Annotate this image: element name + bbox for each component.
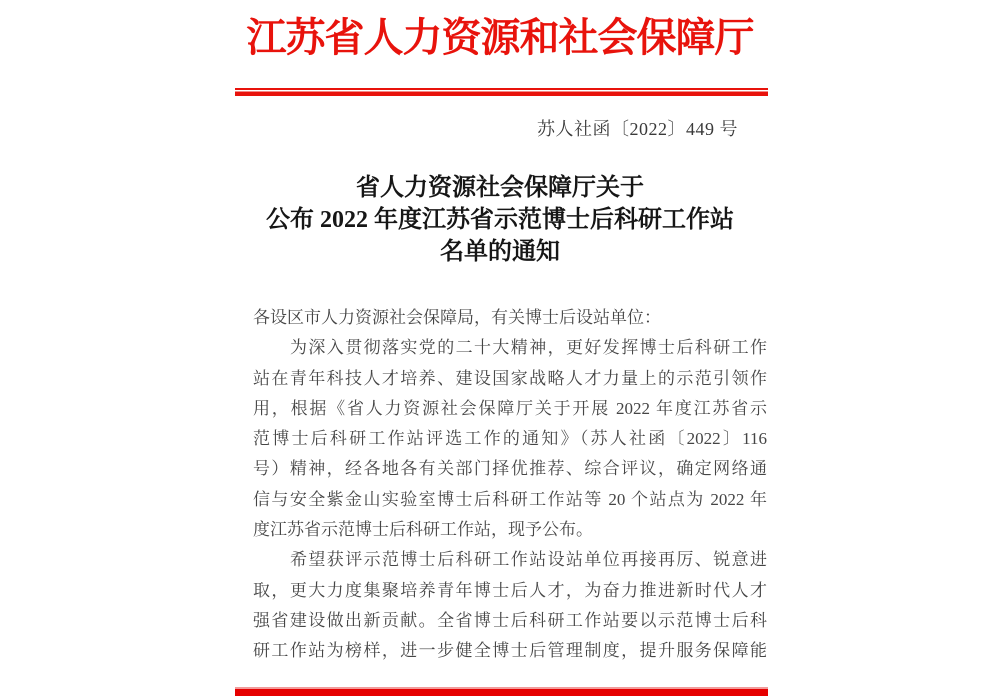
- notice-title-line-3: 名单的通知: [440, 239, 560, 265]
- agency-name: 江苏省人力资源和社会保障厅: [246, 15, 754, 60]
- notice-title: [0, 172, 1000, 268]
- doc-number: 苏人社函〔2022〕449 号: [537, 119, 738, 139]
- body-line: 度江苏省示范博士后科研工作站，现予公布。: [253, 520, 593, 540]
- notice-title-line-2: 公布 2022 年度江苏省示范博士后科研工作站: [266, 207, 734, 233]
- body-line: 站在青年科技人才培养、建设国家战略人才力量上的示范引领作: [253, 368, 767, 388]
- body-line: 范博士后科研工作站评选工作的通知》（苏人社函〔2022〕116: [253, 429, 767, 449]
- body-line: 强省建设做出新贡献。全省博士后科研工作站要以示范博士后科: [253, 610, 767, 630]
- body-line: 用，根据《省人力资源社会保障厅关于开展 2022 年度江苏省示: [253, 398, 767, 418]
- body-line: 希望获评示范博士后科研工作站设站单位再接再厉、锐意进: [290, 550, 767, 570]
- body-line: 号）精神，经各地各有关部门择优推荐、综合评议，确定网络通: [253, 459, 767, 479]
- body-line: 为深入贯彻落实党的二十大精神，更好发挥博士后科研工作: [290, 338, 767, 358]
- red-separator-line: [235, 88, 768, 96]
- body-line: 取，更大力度集聚培养青年博士后人才，为奋力推进新时代人才: [253, 580, 767, 600]
- notice-body: [253, 303, 767, 667]
- body-line: 信与安全紫金山实验室博士后科研工作站等 20 个站点为 2022 年: [253, 489, 767, 509]
- notice-title-line-1: 省人力资源社会保障厅关于: [356, 175, 644, 201]
- next-page-header-bar: [235, 687, 768, 696]
- body-line: 研工作站为榜样，进一步健全博士后管理制度，提升服务保障能: [253, 641, 767, 661]
- salutation-line: 各设区市人力资源社会保障局，有关博士后设站单位：: [253, 308, 661, 327]
